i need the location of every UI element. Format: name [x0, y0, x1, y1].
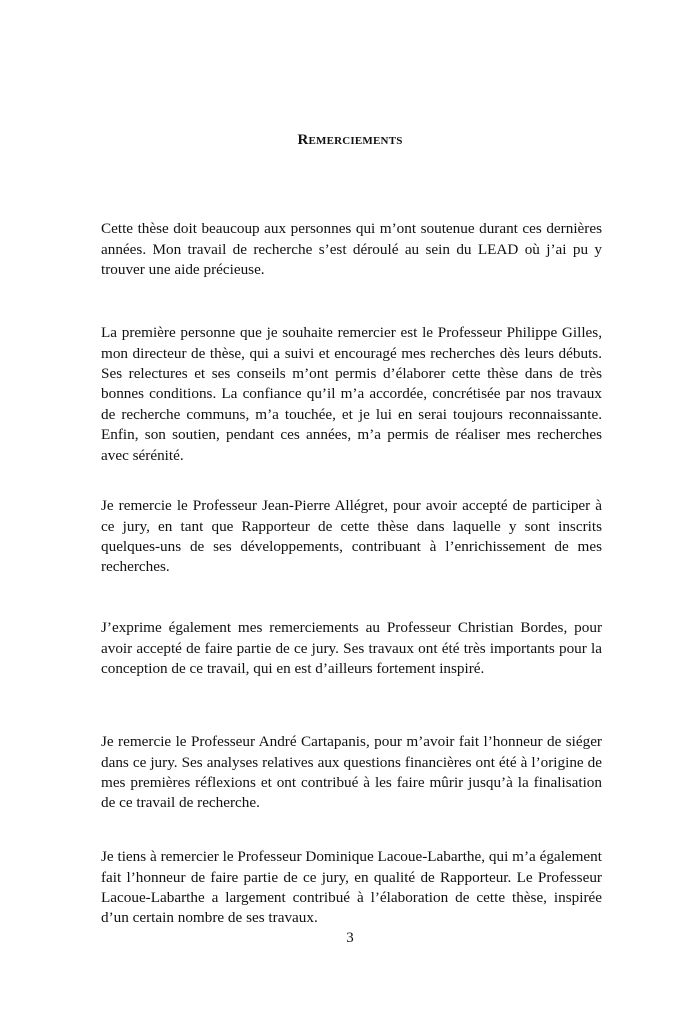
- paragraph-4: J’exprime également mes remerciements au Professeur Christian Bordes, pour avoir accepté de faire partie de ce jury. Ses travaux ont été très importants pour la conception de ce travail, qui en est d’ailleurs fortement inspiré.: [101, 619, 602, 677]
- paragraph-6: Je tiens à remercier le Professeur Dominique Lacoue-Labarthe, qui m’a également fait l’honneur de faire partie de ce jury, en qualité de Rapporteur. Le Professeur Lacoue-Labarthe a largement contribué à l’élaboration de cette thèse, inspirée d’un certain nombre de ses travaux.: [101, 848, 602, 927]
- page-title: Remerciements: [297, 132, 403, 148]
- paragraph-1: Cette thèse doit beaucoup aux personnes qui m’ont soutenue durant ces dernières années. Mon travail de recherche s’est déroulé au sein du LEAD où j’ai pu y trouver une aide précieuse.: [101, 220, 602, 278]
- paragraph-2: La première personne que je souhaite remercier est le Professeur Philippe Gilles, mon directeur de thèse, qui a suivi et encouragé mes recherches dès leurs débuts. Ses relectures et ses conseils m’ont permis d’élaborer cette thèse dans de très bonnes conditions. La confiance qu’il m’a accordée, concrétisée par nos travaux de recherche communs, m’a touchée, et je lui en serai toujours reconnaissante. Enfin, son soutien, pendant ces années, m’a permis de réaliser mes recherches avec sérénité.: [101, 324, 602, 464]
- paragraph-5: Je remercie le Professeur André Cartapanis, pour m’avoir fait l’honneur de siéger dans ce jury. Ses analyses relatives aux questions financières ont été à l’origine de mes premières réflexions et ont contribué à les faire mûrir jusqu’à la finalisation de ce travail de recherche.: [101, 733, 602, 812]
- paragraph-3: Je remercie le Professeur Jean-Pierre Allégret, pour avoir accepté de participer à ce jury, en tant que Rapporteur de cette thèse dans laquelle y sont inscrits quelques-uns de ses développements, contribuant à l’enrichissement de mes recherches.: [101, 497, 602, 576]
- page-number: 3: [346, 930, 354, 946]
